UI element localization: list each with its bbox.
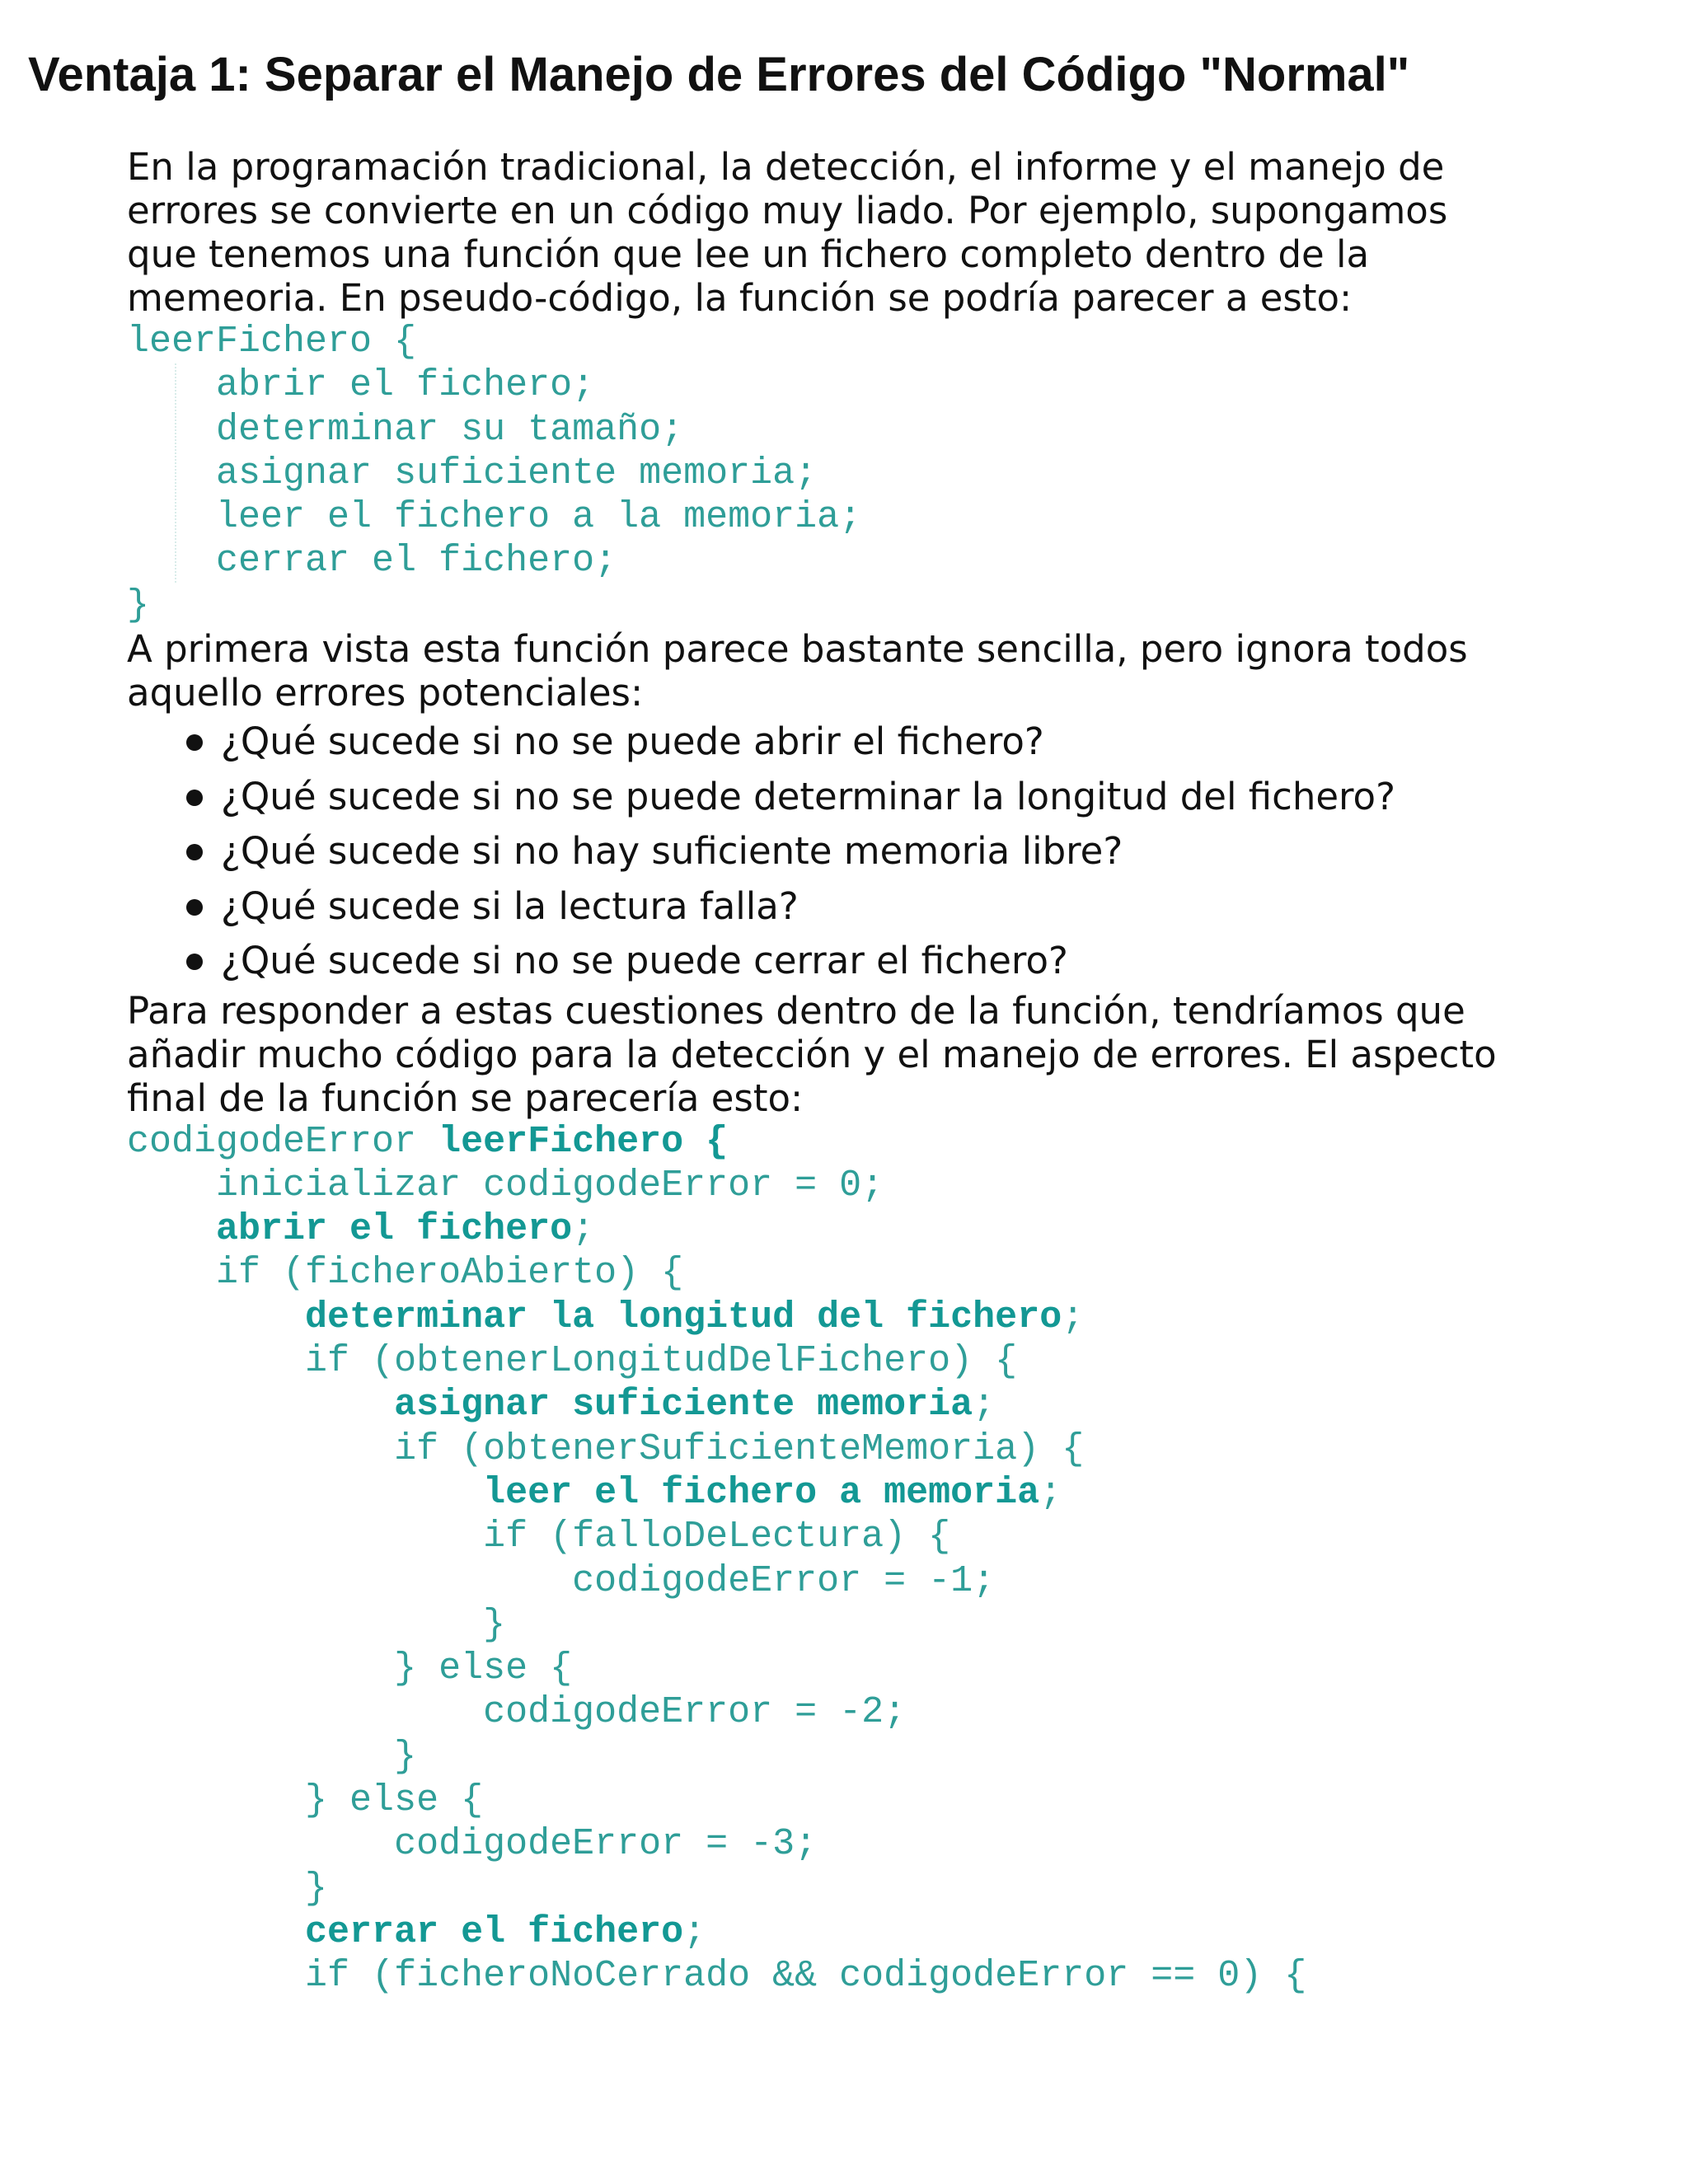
code-line: } else { — [394, 1647, 573, 1690]
code-line: codigodeError = -2; — [483, 1691, 907, 1734]
code-line: if (ficheroAbierto) { — [216, 1252, 684, 1295]
code-line: determinar su tamaño; — [216, 408, 684, 451]
code-line: codigodeError = -3; — [394, 1823, 818, 1866]
bullet-icon — [186, 790, 203, 806]
page-title: Ventaja 1: Separar el Manejo de Errores del Código "Normal" — [28, 48, 1410, 101]
code-line: } — [483, 1603, 506, 1646]
bullet-icon — [186, 954, 203, 970]
code-line: } — [127, 583, 150, 626]
code-line: } else { — [305, 1779, 484, 1822]
indent-guide — [175, 363, 176, 583]
code-block-simple — [127, 320, 1652, 627]
code-line-bold: abrir el fichero — [216, 1208, 573, 1251]
intro-line: memeoria. En pseudo-código, la función se podría parecer a esto: — [127, 276, 1353, 320]
after-line: Para responder a estas cuestiones dentro de la función, tendríamos que — [127, 988, 1465, 1033]
after-line: final de la función se parecería esto: — [127, 1076, 804, 1120]
list-item: ¿Qué sucede si no hay suficiente memoria libre? — [186, 824, 1652, 879]
code-line: asignar suficiente memoria; — [216, 452, 818, 494]
code-line: leerFichero { — [127, 321, 417, 363]
intro-line: En la programación tradicional, la detección, el informe y el manejo de — [127, 145, 1445, 189]
after-line: añadir mucho código para la detección y el manejo de errores. El aspecto — [127, 1032, 1497, 1076]
middle-paragraph — [127, 627, 1652, 715]
list-item: ¿Qué sucede si no se puede cerrar el fichero? — [186, 934, 1652, 989]
code-line-bold: determinar la longitud del fichero — [305, 1296, 1062, 1338]
intro-paragraph — [127, 145, 1652, 320]
code-line: codigodeError = -1; — [572, 1559, 996, 1602]
question-list — [127, 715, 1652, 989]
intro-line: errores se convierte en un código muy liado. Por ejemplo, supongamos — [127, 189, 1448, 232]
code-line: if (ficheroNoCerrado && codigodeError == 0) { — [305, 1955, 1307, 1998]
code-line: } — [394, 1735, 417, 1778]
code-line: cerrar el fichero; — [216, 540, 617, 583]
bullet-icon — [186, 734, 203, 751]
code-block-error-handling: codigodeError leerFichero { inicializar codigodeError = 0; abrir el fichero; if (ficheroAbierto) { determinar la longitud del fichero; if (obtenerLongitudDelFichero) { asignar suficiente memoria; if (obtenerSuficienteMemoria) { leer el fichero a memoria; if (falloDeLectura) { codigodeError = -1; } } else { codigodeError = -2; } } else { codigodeError = -3; } cerrar el fichero; if (ficheroNoCerrado && codigodeError == 0) { — [127, 1120, 1307, 1998]
code-line-bold: asignar suficiente memoria — [394, 1384, 973, 1427]
list-item: ¿Qué sucede si no se puede abrir el fichero? — [186, 715, 1652, 770]
code-line: if (obtenerSuficienteMemoria) { — [394, 1427, 1085, 1470]
code-line: codigodeError — [127, 1120, 439, 1163]
code-line-bold: leer el fichero a memoria — [483, 1471, 1040, 1514]
after-paragraph — [127, 989, 1652, 1120]
code-line: inicializar codigodeError = 0; — [216, 1164, 884, 1207]
middle-line: A primera vista esta función parece bastante sencilla, pero ignora todos — [127, 627, 1468, 672]
code-line-bold: leerFichero { — [438, 1120, 729, 1163]
code-line: } — [305, 1867, 328, 1910]
middle-line: aquello errores potenciales: — [127, 671, 644, 715]
code-line-bold: cerrar el fichero — [305, 1910, 684, 1953]
bullet-icon — [186, 844, 203, 860]
intro-line: que tenemos una función que lee un fichero completo dentro de la — [127, 232, 1370, 276]
code-line: if (obtenerLongitudDelFichero) { — [305, 1340, 1018, 1383]
code-line: if (falloDeLectura) { — [483, 1516, 951, 1558]
bullet-icon — [186, 899, 203, 916]
list-item: ¿Qué sucede si no se puede determinar la longitud del fichero? — [186, 770, 1652, 825]
code-line: leer el fichero a la memoria; — [216, 496, 862, 539]
document-body — [127, 145, 1652, 1999]
code-line: abrir el fichero; — [216, 364, 595, 407]
list-item: ¿Qué sucede si la lectura falla? — [186, 879, 1652, 935]
